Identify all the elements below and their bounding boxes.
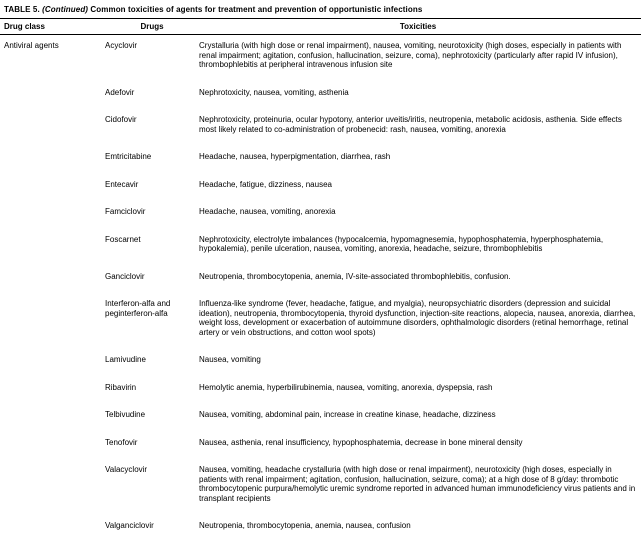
table-header-row — [0, 19, 641, 34]
header-drug-class: Drug class — [4, 22, 45, 31]
drug-name: Acyclovir — [105, 41, 138, 50]
table-row — [4, 41, 637, 70]
drug-class-cell — [4, 180, 105, 190]
drug-class-cell — [4, 438, 105, 448]
drug-class-cell — [4, 152, 105, 162]
drug-name: Ribavirin — [105, 382, 137, 392]
drug-class-cell — [4, 272, 105, 282]
header-toxicities: Toxicities — [399, 22, 437, 31]
table-row — [4, 207, 637, 217]
drug-name: Famciclovir — [105, 207, 146, 216]
drug-name: Ganciclovir — [105, 271, 145, 281]
toxicity-text: Nausea, vomiting, abdominal pain, increase in creatine kinase, headache, dizziness — [199, 410, 496, 419]
drug-name: Entecavir — [105, 179, 139, 189]
table-row — [4, 355, 637, 365]
toxicity-text: Influenza-like syndrome (fever, headache, fatigue, and myalgia), neuropsychiatric disorders (depression and suicidal ideation), neutropenia, thrombocytopenia, thyroid dysfunction, injection-site reactions, alopecia, nausea, anorexia, diarrhea, weight loss, development or exacerbation of autoimmune disorders, ophthalmologic disorders (retinal hemorrhage, retinal artery or vein obstructions, and cotton wool spots) — [199, 299, 636, 337]
table-body — [0, 35, 641, 531]
drug-class-cell: Antiviral agents — [4, 41, 59, 50]
table-row — [4, 410, 637, 420]
drug-name: Tenofovir — [105, 437, 138, 447]
drug-name: Emtricitabine — [105, 152, 152, 161]
table-row — [4, 180, 637, 190]
header-drugs: Drugs — [140, 22, 164, 31]
drug-name: Lamivudine — [105, 355, 146, 364]
table-row — [4, 465, 637, 503]
toxicity-text: Nephrotoxicity, proteinuria, ocular hypotony, anterior uveitis/iritis, neutropenia, metabolic acidosis, asthenia. Side effects most likely related to co-administration of probenecid: rash, nausea, vomiting, anorexia — [199, 115, 622, 134]
table-number: TABLE 5. — [4, 5, 40, 14]
toxicity-text: Headache, nausea, hyperpigmentation, diarrhea, rash — [199, 152, 391, 161]
table-row — [4, 272, 637, 282]
toxicity-text: Headache, nausea, vomiting, anorexia — [199, 207, 336, 216]
table-continued-label: (Continued) — [42, 5, 89, 14]
drug-class-cell — [4, 207, 105, 217]
drug-name: Valacyclovir — [105, 465, 148, 474]
toxicity-text: Headache, fatigue, dizziness, nausea — [199, 179, 332, 189]
toxicity-text: Nausea, vomiting — [199, 355, 261, 364]
drug-class-cell — [4, 465, 105, 503]
table-row — [4, 438, 637, 448]
drug-class-cell — [4, 410, 105, 420]
drug-class-cell — [4, 383, 105, 393]
drug-name: Telbivudine — [105, 410, 146, 419]
table-row — [4, 521, 637, 531]
toxicity-text: Nausea, vomiting, headache crystalluria (with high dose or renal impairment), neurotoxicity (high doses, especially in patients with renal impairment; agitation, confusion, hallucination, seizure, coma); at a high dose of 8 g/day: thrombotic thrombocytopenic purpura/hemolytic uremic syndrome reported in advanced human immunodeficiency virus patients and in transplant recipients — [199, 465, 636, 503]
toxicity-text: Neutropenia, thrombocytopenia, anemia, nausea, confusion — [199, 521, 411, 530]
table-row — [4, 115, 637, 134]
toxicity-text: Neutropenia, thrombocytopenia, anemia, IV-site-associated thrombophlebitis, confusion. — [199, 271, 511, 281]
table-row — [4, 299, 637, 337]
table-row — [4, 152, 637, 162]
table-caption: Common toxicities of agents for treatment and prevention of opportunistic infections — [90, 5, 423, 14]
drug-name: Adefovir — [105, 87, 135, 97]
drug-class-cell — [4, 355, 105, 365]
drug-class-cell — [4, 88, 105, 98]
drug-class-cell — [4, 115, 105, 134]
drug-name: Foscarnet — [105, 234, 141, 244]
table-row — [4, 88, 637, 98]
table-title — [0, 0, 641, 18]
toxicity-text: Hemolytic anemia, hyperbilirubinemia, nausea, vomiting, anorexia, dyspepsia, rash — [199, 382, 493, 392]
drug-name: Interferon-alfa and peginterferon-alfa — [105, 299, 171, 318]
toxicity-text: Nausea, asthenia, renal insufficiency, hypophosphatemia, decrease in bone mineral density — [199, 437, 523, 447]
drug-name: Cidofovir — [105, 115, 137, 124]
table-row — [4, 383, 637, 393]
drug-name: Valganciclovir — [105, 521, 154, 530]
table-row — [4, 235, 637, 254]
toxicity-text: Crystalluria (with high dose or renal impairment), nausea, vomiting, neurotoxicity (high doses, especially in patients with renal impairment; agitation, confusion, hallucination, seizure, coma), nephrotoxicity (particularly after rapid IV infusion), thrombophlebitis at peripheral intravenous infusion site — [199, 41, 622, 69]
drug-class-cell — [4, 299, 105, 337]
drug-class-cell — [4, 235, 105, 254]
toxicity-text: Nephrotoxicity, electrolyte imbalances (hypocalcemia, hypomagnesemia, hypophosphatemia, hyperphosphatemia, hypokalemia), penile ulceration, nausea, vomiting, anorexia, headache, seizure, thrombophlebitis — [199, 234, 604, 253]
drug-class-cell — [4, 521, 105, 531]
toxicity-text: Nephrotoxicity, nausea, vomiting, asthenia — [199, 87, 349, 97]
